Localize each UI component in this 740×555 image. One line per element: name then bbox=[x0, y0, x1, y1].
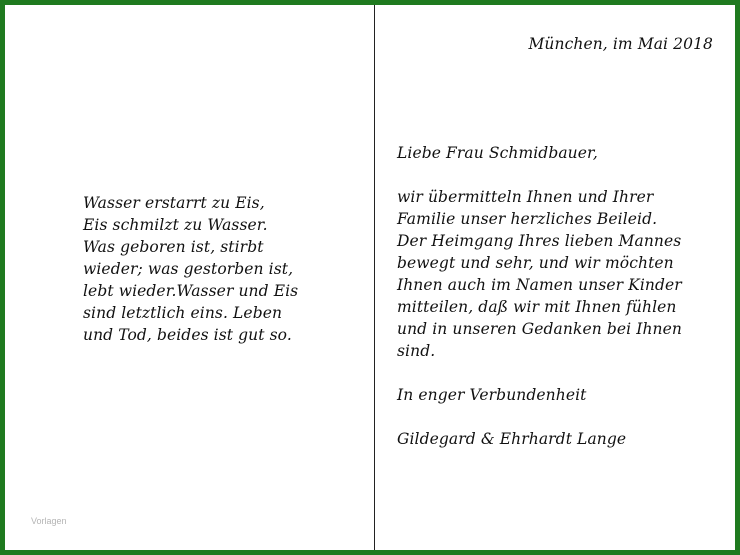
body-line: und in unseren Gedanken bei Ihnen bbox=[397, 320, 682, 338]
paragraph-gap bbox=[397, 164, 727, 186]
watermark: Vorlagen bbox=[31, 516, 67, 526]
poem bbox=[83, 192, 368, 346]
closing: In enger Verbundenheit bbox=[397, 386, 587, 404]
paragraph-gap bbox=[397, 406, 727, 428]
body-line: Der Heimgang Ihres lieben Mannes bbox=[397, 232, 682, 250]
poem-line: und Tod, beides ist gut so. bbox=[83, 326, 292, 344]
paragraph-gap bbox=[397, 362, 727, 384]
card-fold-line bbox=[374, 5, 375, 550]
poem-line: Wasser erstarrt zu Eis, bbox=[83, 194, 265, 212]
body-line: mitteilen, daß wir mit Ihnen fühlen bbox=[397, 298, 677, 316]
body-line: wir übermitteln Ihnen und Ihrer bbox=[397, 188, 654, 206]
poem-line: Was geboren ist, stirbt bbox=[83, 238, 264, 256]
body-line: Ihnen auch im Namen unser Kinder bbox=[397, 276, 682, 294]
poem-line: Eis schmilzt zu Wasser. bbox=[83, 216, 268, 234]
letter-date: München, im Mai 2018 bbox=[528, 35, 713, 53]
body-line: Familie unser herzliches Beileid. bbox=[397, 210, 658, 228]
body-line: bewegt und sehr, und wir möchten bbox=[397, 254, 674, 272]
poem-line: sind letztlich eins. Leben bbox=[83, 304, 283, 322]
body-line: sind. bbox=[397, 342, 436, 360]
signature: Gildegard & Ehrhardt Lange bbox=[397, 430, 627, 448]
letter-text bbox=[397, 142, 727, 450]
salutation: Liebe Frau Schmidbauer, bbox=[397, 144, 598, 162]
poem-line: lebt wieder.Wasser und Eis bbox=[83, 282, 299, 300]
poem-line: wieder; was gestorben ist, bbox=[83, 260, 294, 278]
